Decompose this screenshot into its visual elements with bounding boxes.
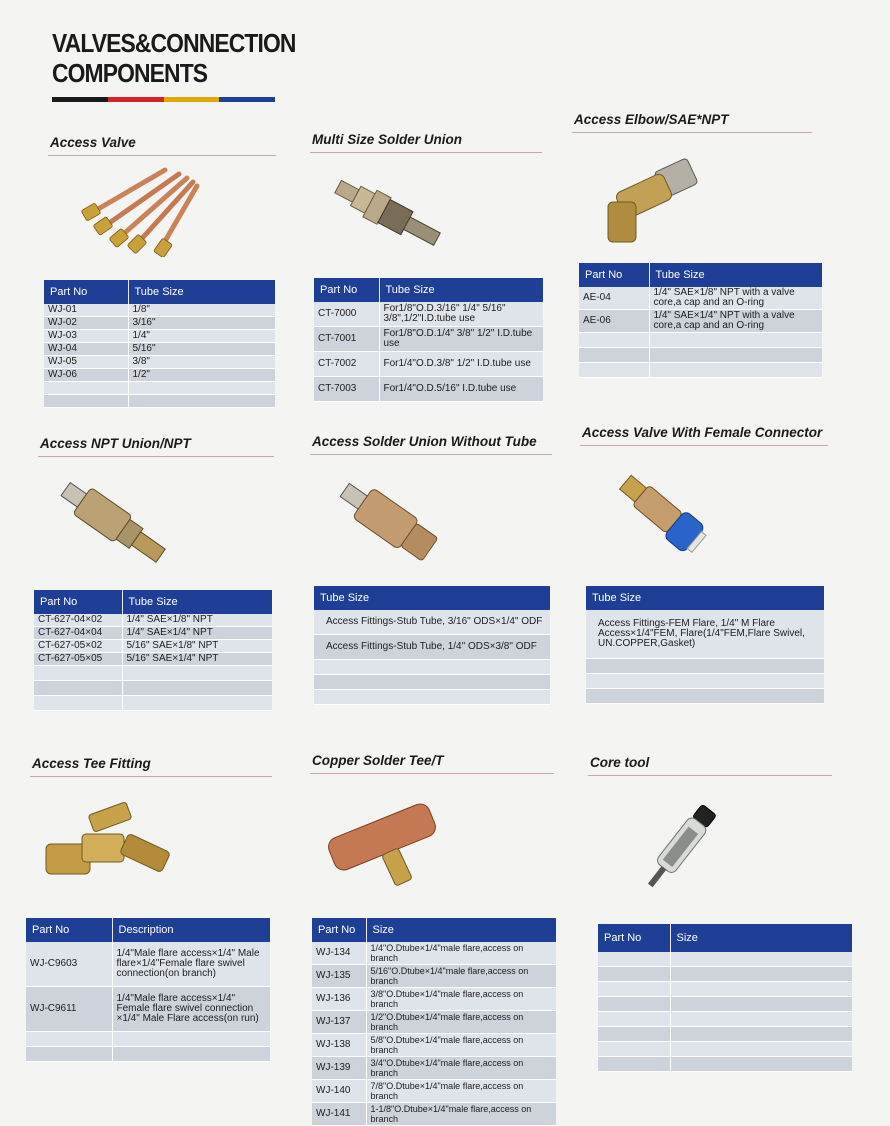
table-row [44,304,275,317]
cell-tube-size [122,666,272,681]
cell-tube-size [122,681,272,696]
table-row [34,640,272,653]
cell-tube-size [649,348,822,363]
cell-part-no: CT-627-04×04 [34,627,122,640]
access-elbow-image [598,158,708,250]
cell-tube-size: 3/8" [128,356,275,369]
column-header-part-no: Part No [26,918,112,942]
cell-part-no: CT-7002 [314,352,379,377]
cell-tube-size: 1/4" SAE×1/8" NPT [122,614,272,627]
table-row [34,666,272,681]
cell-part-no [44,395,128,408]
table-header-row [314,278,543,302]
page-title [52,28,296,88]
section-title: Core tool [590,755,650,770]
cell-part-no [579,363,649,378]
cell-tube-size: 1/2" [128,369,275,382]
table-row [314,610,550,635]
access-npt-union-image [50,474,175,574]
cell-tube-size [314,660,550,675]
column-header-tube-size: Tube Size [379,278,543,302]
cell-tube-size: For1/4"O.D.3/8" 1/2" I.D.tube use [379,352,543,377]
table-header-row [598,924,852,952]
cell-part-no: WJ-141 [312,1103,366,1126]
cell-size: 1/2"O.Dtube×1/4"male flare,access on branch [366,1011,556,1034]
cell-part-no [34,666,122,681]
section-title: Multi Size Solder Union [312,132,463,147]
cell-size: 1-1/8"O.Dtube×1/4"male flare,access on branch [366,1103,556,1126]
section-divider [580,445,828,446]
table-row [44,369,275,382]
access-tee-image [38,798,178,898]
table-header-row [579,263,822,287]
cell-part-no: WJ-136 [312,988,366,1011]
cell-part-no: WJ-C9611 [26,987,112,1032]
core-tool-image [630,796,730,902]
table-header-row [312,918,556,942]
section-divider [48,155,276,156]
table-row [598,982,852,997]
cell-tube-size: 1/4" SAE×1/8" NPT with a valve core,a cap and an O-ring [649,287,822,310]
section-divider [588,775,832,776]
column-header-part-no: Part No [579,263,649,287]
cell-part-no [579,348,649,363]
section-access-valve-female [580,425,828,446]
section-divider [572,132,812,133]
section-divider [38,456,274,457]
column-header-tube-size: Tube Size [128,280,275,304]
cell-tube-size: 5/16" SAE×1/4" NPT [122,653,272,666]
access-npt-union-table [34,590,272,711]
cell-description: 1/4"Male flare access×1/4" Male flare×1/4"Female flare swivel connection(on branch) [112,942,270,987]
section-core-tool [588,755,832,776]
table-row [579,333,822,348]
table-row [34,696,272,711]
column-header-part-no: Part No [312,918,366,942]
cell-part-no: WJ-138 [312,1034,366,1057]
cell-size [670,997,852,1012]
cell-size [670,982,852,997]
table-row [586,674,824,689]
table-row [579,348,822,363]
cell-size: 5/16"O.Dtube×1/4"male flare,access on branch [366,965,556,988]
cell-tube-size: 3/16" [128,317,275,330]
table-row [34,653,272,666]
accent-yellow [164,97,220,102]
table-header-row [586,586,824,610]
cell-tube-size: 1/4" [128,330,275,343]
section-title: Access Tee Fitting [32,756,151,771]
access-solder-union-image [330,472,445,572]
table-row [312,1080,556,1103]
column-header-tube-size: Tube Size [649,263,822,287]
table-row [598,952,852,967]
section-title: Access NPT Union/NPT [40,436,191,451]
section-access-elbow [572,112,812,133]
table-row [44,395,275,408]
table-row [586,689,824,704]
table-row [598,997,852,1012]
cell-size [670,967,852,982]
column-header-tube-size: Tube Size [314,586,550,610]
cell-tube-size [649,333,822,348]
table-row [312,942,556,965]
cell-tube-size: For1/8"O.D.3/16" 1/4" 5/16" 3/8",1/2"I.D.tube use [379,302,543,327]
cell-part-no: WJ-04 [44,343,128,356]
section-access-valve [48,135,276,156]
page-title-line-2: COMPONENTS [52,58,208,88]
table-row [314,377,543,402]
table-row [312,1057,556,1080]
section-divider [310,454,552,455]
cell-tube-size: 1/4" SAE×1/4" NPT [122,627,272,640]
table-header-row [44,280,275,304]
access-valve-image [75,162,205,257]
table-row [34,627,272,640]
cell-part-no: CT-7003 [314,377,379,402]
cell-tube-size: Access Fittings-FEM Flare, 1/4" M Flare Access×1/4"FEM, Flare(1/4"FEM,Flare Swivel, UN.COPPER,Gasket) [586,610,824,659]
cell-size: 5/8"O.Dtube×1/4"male flare,access on branch [366,1034,556,1057]
section-title: Access Valve With Female Connector [582,425,823,440]
access-elbow-table [579,263,822,378]
table-row [34,681,272,696]
table-row [598,1057,852,1072]
column-header-description: Description [112,918,270,942]
cell-tube-size: 1/8" [128,304,275,317]
cell-part-no [26,1032,112,1047]
access-valve-table [44,280,275,408]
cell-tube-size: For1/8"O.D.1/4" 3/8" 1/2" I.D.tube use [379,327,543,352]
table-row [586,659,824,674]
table-row [26,942,270,987]
cell-part-no: WJ-134 [312,942,366,965]
section-access-tee-fitting [30,756,272,777]
table-row [579,363,822,378]
table-row [312,965,556,988]
cell-part-no [598,1057,670,1072]
table-row [598,967,852,982]
table-row [598,1027,852,1042]
cell-part-no: WJ-05 [44,356,128,369]
cell-size: 1/4"O.Dtube×1/4"male flare,access on branch [366,942,556,965]
cell-part-no [598,967,670,982]
cell-part-no: WJ-02 [44,317,128,330]
cell-tube-size: Access Fittings-Stub Tube, 1/4" ODS×3/8" ODF [314,635,550,660]
cell-size [670,1027,852,1042]
cell-size: 3/4"O.Dtube×1/4"male flare,access on branch [366,1057,556,1080]
cell-tube-size: Access Fittings-Stub Tube, 3/16" ODS×1/4" ODF [314,610,550,635]
cell-part-no [598,1012,670,1027]
cell-part-no: CT-627-05×02 [34,640,122,653]
cell-part-no: AE-04 [579,287,649,310]
cell-part-no [579,333,649,348]
cell-size: 7/8"O.Dtube×1/4"male flare,access on branch [366,1080,556,1103]
cell-part-no [34,696,122,711]
table-row [586,610,824,659]
cell-tube-size [586,659,824,674]
cell-part-no: WJ-137 [312,1011,366,1034]
table-header-row [314,586,550,610]
cell-part-no: WJ-139 [312,1057,366,1080]
table-row [598,1012,852,1027]
access-solder-union-table [314,586,550,705]
table-row [312,1103,556,1126]
access-valve-female-table [586,586,824,704]
copper-solder-tee-image [322,800,442,895]
cell-part-no: WJ-135 [312,965,366,988]
multi-size-union-table [314,278,543,402]
section-divider [310,152,542,153]
cell-description: 1/4"Male flare access×1/4" Female flare swivel connection ×1/4" Male Flare access(on run) [112,987,270,1032]
table-header-row [26,918,270,942]
table-row [314,660,550,675]
accent-red [108,97,164,102]
column-header-part-no: Part No [44,280,128,304]
cell-size [670,1012,852,1027]
table-row [44,356,275,369]
copper-solder-tee-table [312,918,556,1126]
table-row [26,987,270,1032]
section-copper-solder-tee [310,753,554,774]
table-header-row [34,590,272,614]
access-tee-table [26,918,270,1062]
table-row [44,330,275,343]
cell-tube-size [314,675,550,690]
cell-part-no: WJ-06 [44,369,128,382]
cell-part-no [34,681,122,696]
column-header-tube-size: Tube Size [122,590,272,614]
section-title: Access Elbow/SAE*NPT [574,112,729,127]
table-row [314,352,543,377]
table-row [579,310,822,333]
title-accent-bar [52,97,275,102]
cell-part-no [598,1027,670,1042]
cell-tube-size [586,674,824,689]
table-row [26,1032,270,1047]
cell-tube-size [128,395,275,408]
cell-tube-size [314,690,550,705]
section-title: Copper Solder Tee/T [312,753,444,768]
cell-tube-size [122,696,272,711]
cell-part-no [598,982,670,997]
cell-part-no: CT-7000 [314,302,379,327]
section-divider [310,773,554,774]
cell-part-no: AE-06 [579,310,649,333]
cell-tube-size: 5/16" [128,343,275,356]
cell-part-no [44,382,128,395]
section-title: Access Solder Union Without Tube [312,434,537,449]
table-row [44,343,275,356]
cell-size [670,952,852,967]
cell-part-no [598,997,670,1012]
cell-part-no [26,1047,112,1062]
cell-description [112,1032,270,1047]
cell-tube-size [586,689,824,704]
cell-tube-size: 1/4" SAE×1/4" NPT with a valve core,a cap and an O-ring [649,310,822,333]
cell-part-no [598,1042,670,1057]
cell-part-no: CT-7001 [314,327,379,352]
section-divider [30,776,272,777]
table-row [314,302,543,327]
cell-size: 3/8"O.Dtube×1/4"male flare,access on branch [366,988,556,1011]
table-row [34,614,272,627]
table-row [26,1047,270,1062]
cell-tube-size [128,382,275,395]
column-header-part-no: Part No [34,590,122,614]
cell-size [670,1057,852,1072]
cell-tube-size [649,363,822,378]
access-valve-female-image [606,466,716,566]
cell-part-no: WJ-C9603 [26,942,112,987]
table-row [312,1011,556,1034]
accent-black [52,97,108,102]
table-row [44,382,275,395]
cell-part-no: CT-627-05×05 [34,653,122,666]
section-access-solder-union [310,434,552,455]
column-header-part-no: Part No [598,924,670,952]
cell-part-no: WJ-01 [44,304,128,317]
column-header-part-no: Part No [314,278,379,302]
accent-blue [219,97,275,102]
column-header-size: Size [670,924,852,952]
section-multi-size-solder-union [310,132,542,153]
table-row [314,327,543,352]
table-row [314,635,550,660]
section-access-npt-union [38,436,274,457]
table-row [579,287,822,310]
cell-tube-size: 5/16" SAE×1/8" NPT [122,640,272,653]
table-row [314,675,550,690]
cell-tube-size: For1/4"O.D.5/16" I.D.tube use [379,377,543,402]
cell-size [670,1042,852,1057]
cell-part-no: WJ-03 [44,330,128,343]
core-tool-table [598,924,852,1072]
table-row [312,988,556,1011]
cell-part-no: CT-627-04×02 [34,614,122,627]
page-title-line-1: VALVES&CONNECTION [52,28,296,58]
table-row [314,690,550,705]
cell-description [112,1047,270,1062]
table-row [598,1042,852,1057]
cell-part-no [598,952,670,967]
section-title: Access Valve [50,135,136,150]
column-header-tube-size: Tube Size [586,586,824,610]
table-row [44,317,275,330]
cell-part-no: WJ-140 [312,1080,366,1103]
multi-size-union-image [322,176,452,256]
table-row [312,1034,556,1057]
column-header-size: Size [366,918,556,942]
